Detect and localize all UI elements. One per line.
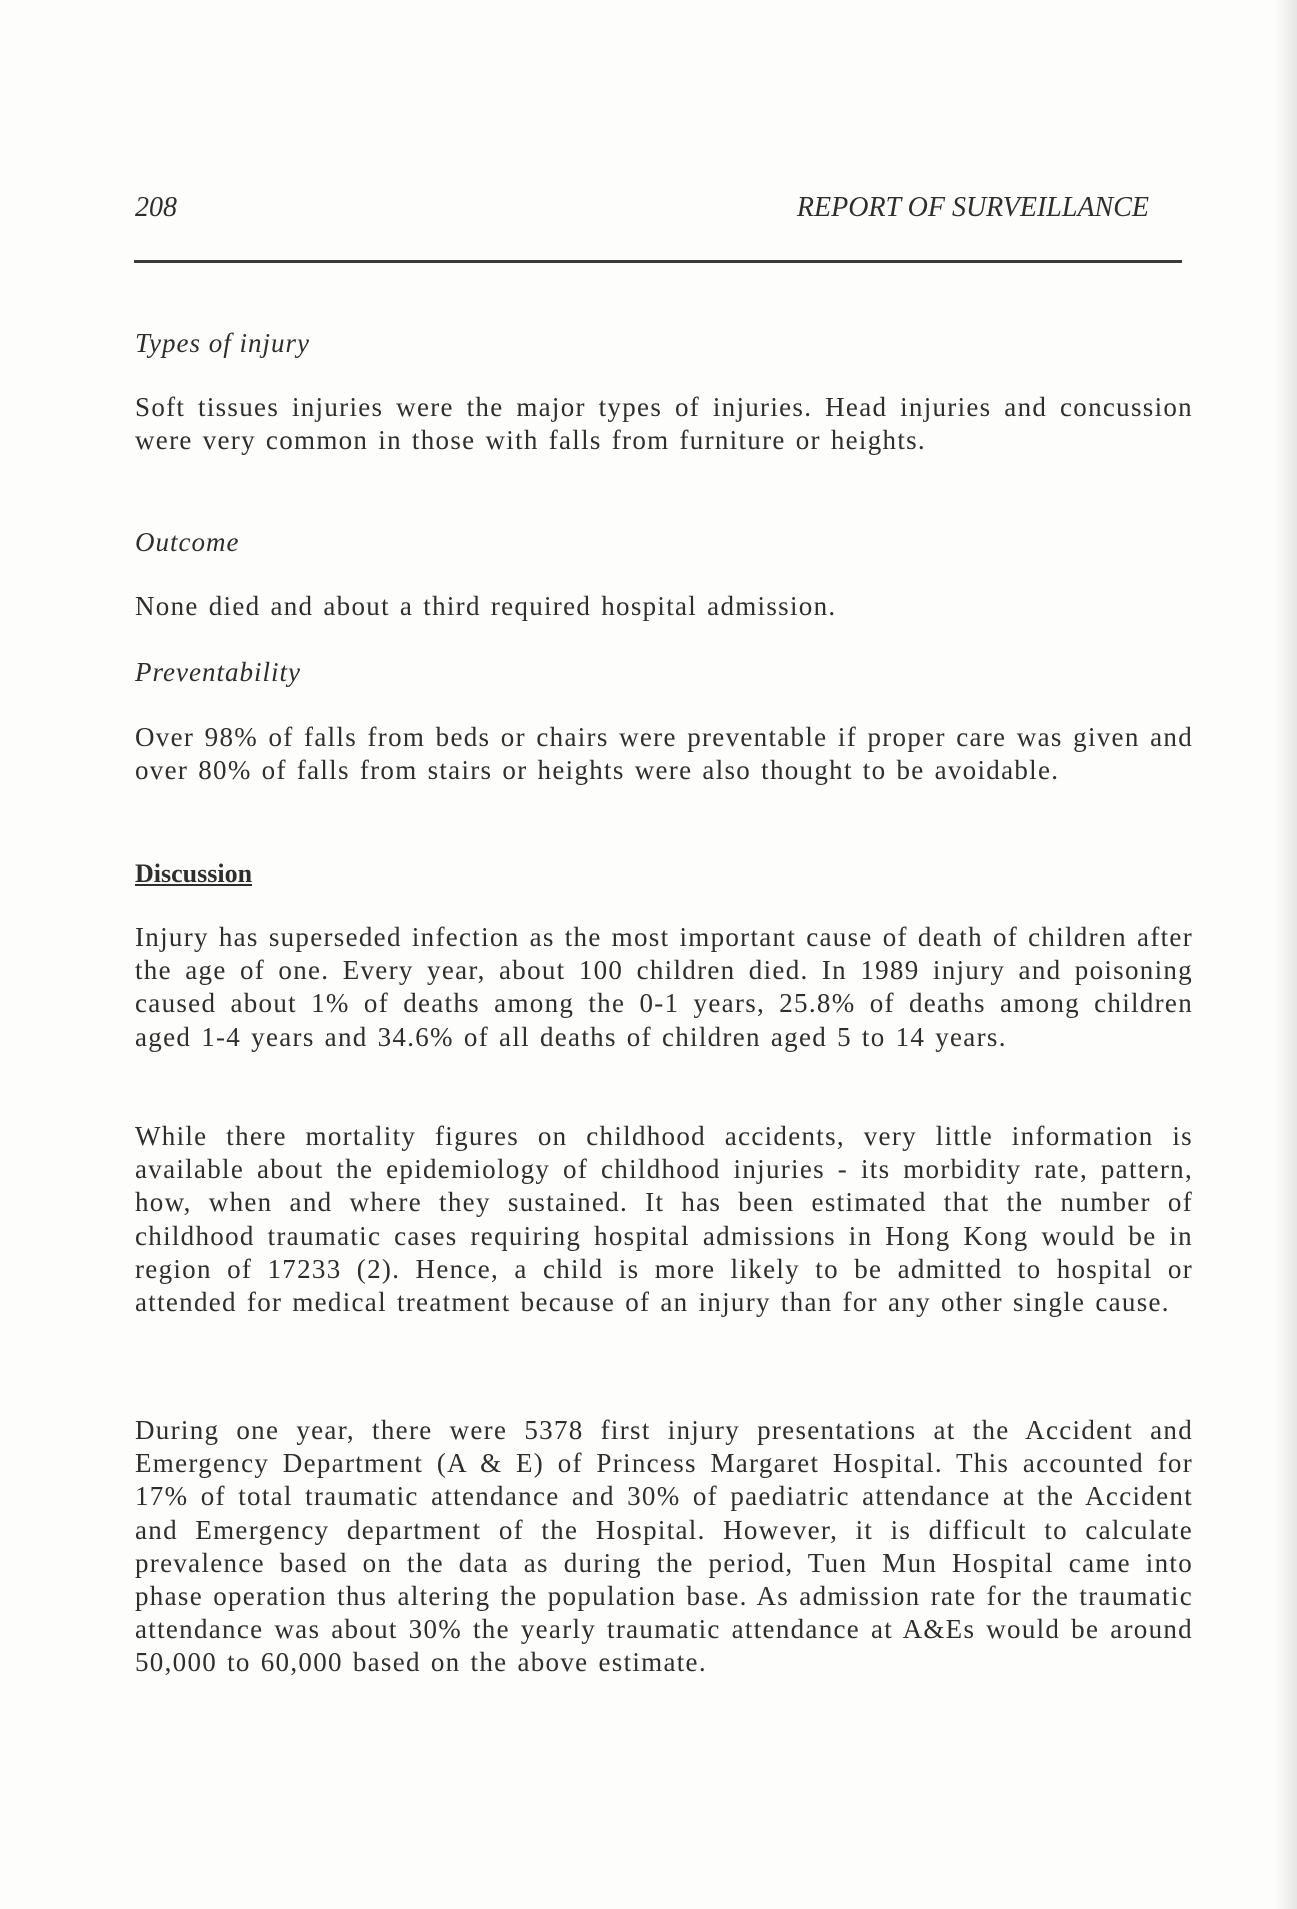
heading-types-of-injury: Types of injury bbox=[135, 328, 310, 358]
paragraph-discussion-1: Injury has superseded infection as the most important cause of death of children after the age of one. Every year, about 100 children died. In 1989 injury and poisoning caused about 1% of deaths among the 0-1 years, 25.8% of deaths among children aged 1-4 years and 34.6% of all deaths of children aged 5 to 14 years. bbox=[135, 922, 1193, 1052]
page-edge-shadow bbox=[1275, 0, 1297, 1909]
page-number: 208 bbox=[135, 192, 177, 223]
header-rule bbox=[134, 260, 1182, 263]
paragraph-preventability: Over 98% of falls from beds or chairs were preventable if proper care was given and over 80% of falls from stairs or heights were also thought to be avoidable. bbox=[135, 722, 1193, 786]
paragraph-types-of-injury: Soft tissues injuries were the major types of injuries. Head injuries and concussion were very common in those with falls from furniture or heights. bbox=[135, 392, 1193, 456]
paragraph-discussion-2: While there mortality figures on childhood accidents, very little information is available about the epidemiology of childhood injuries - its morbidity rate, pattern, how, when and where they sustained. It has been estimated that the number of childhood traumatic cases requiring hospital admissions in Hong Kong would be in region of 17233 (2). Hence, a child is more likely to be admitted to hospital or attended for medical treatment because of an injury than for any other single cause. bbox=[135, 1121, 1193, 1318]
heading-outcome: Outcome bbox=[135, 527, 240, 557]
running-title: REPORT OF SURVEILLANCE bbox=[796, 192, 1149, 223]
heading-preventability: Preventability bbox=[135, 657, 301, 687]
paragraph-discussion-3: During one year, there were 5378 first injury presentations at the Accident and Emergency Department (A & E) of Princess Margaret Hospital. This accounted for 17% of total traumatic attendance and 30% of paediatric attendance at the Accident and Emergency department of the Hospital. However, it is difficult to calculate prevalence based on the data as during the period, Tuen Mun Hospital came into phase operation thus altering the population base. As admission rate for the traumatic attendance was about 30% the yearly traumatic attendance at A&Es would be around 50,000 to 60,000 based on the above estimate. bbox=[135, 1415, 1193, 1678]
paragraph-outcome: None died and about a third required hospital admission. bbox=[135, 591, 837, 621]
heading-discussion: Discussion bbox=[135, 859, 253, 888]
